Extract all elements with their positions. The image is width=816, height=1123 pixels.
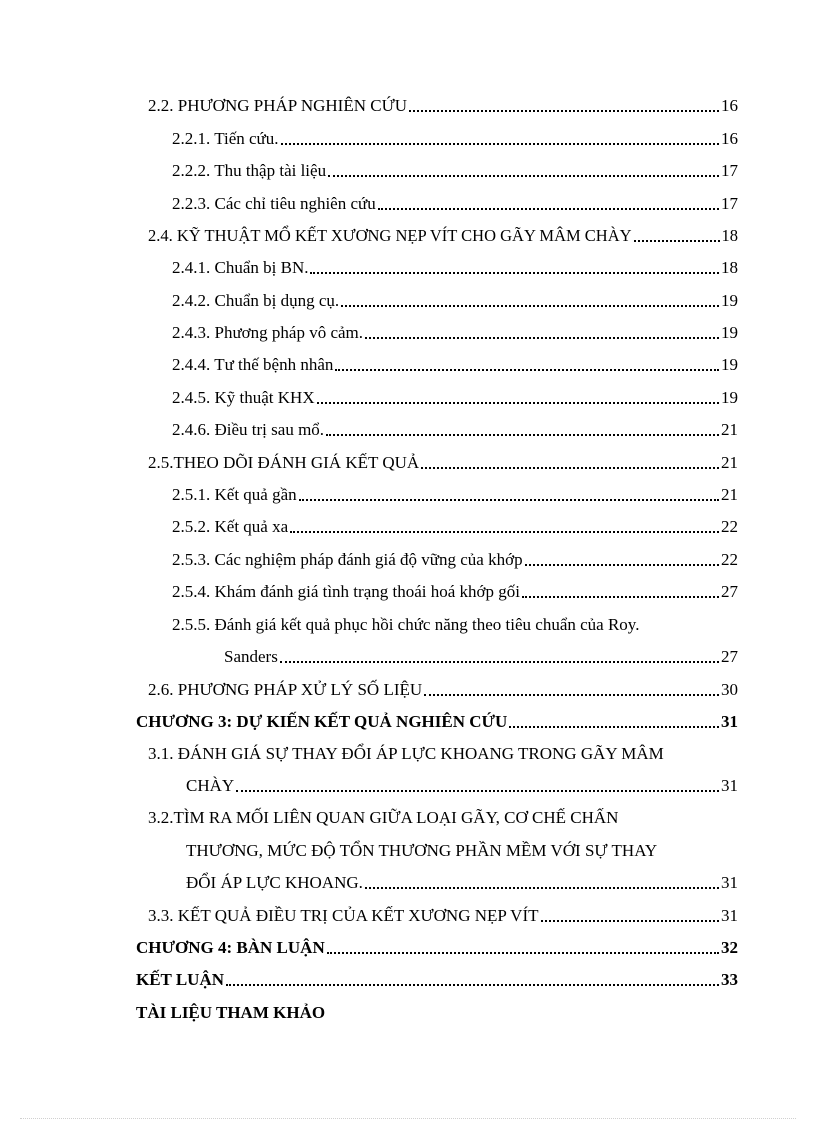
- toc-entry-2-4-3[interactable]: [172, 323, 738, 343]
- toc-entry-2-4-5[interactable]: [172, 388, 738, 408]
- toc-page-number: 27: [721, 582, 738, 601]
- toc-entry-chapter-4[interactable]: [136, 938, 738, 958]
- toc-page-number: 32: [721, 938, 738, 957]
- toc-entry-label: Sanders: [224, 647, 278, 666]
- toc-page-number: 16: [721, 96, 738, 115]
- dot-leader: [280, 661, 719, 663]
- toc-entry-2-4-6[interactable]: [172, 420, 738, 440]
- dot-leader: [634, 240, 720, 242]
- toc-entry-3-1[interactable]: [186, 776, 738, 796]
- toc-entry-label: 2.5.2. Kết quả xa: [172, 517, 289, 536]
- dot-leader: [317, 402, 719, 404]
- toc-page-number: 21: [721, 485, 738, 504]
- toc-entry-label: 2.2.3. Các chỉ tiêu nghiên cứu: [172, 194, 376, 213]
- toc-page-number: 22: [721, 550, 738, 569]
- toc-entry-label: 3.3. KẾT QUẢ ĐIỀU TRỊ CỦA KẾT XƯƠNG NẸP VÍT: [148, 906, 539, 925]
- toc-entry-2-4[interactable]: [148, 226, 738, 246]
- toc-entry-2-4-4[interactable]: [172, 355, 738, 375]
- dot-leader: [424, 694, 719, 696]
- toc-entry-2-4-1[interactable]: [172, 258, 738, 278]
- dot-leader: [226, 984, 719, 986]
- dot-leader: [378, 208, 719, 210]
- dot-leader: [236, 790, 719, 792]
- toc-entry-label: CHƯƠNG 4: BÀN LUẬN: [136, 938, 325, 957]
- toc-page-number: 31: [721, 906, 738, 925]
- toc-page-number: 33: [721, 970, 738, 989]
- toc-page-number: 21: [721, 453, 738, 472]
- dot-leader: [541, 920, 720, 922]
- toc-entry-label: 2.4.1. Chuẩn bị BN.: [172, 258, 309, 277]
- toc-entry-references[interactable]: TÀI LIỆU THAM KHẢO: [136, 1003, 326, 1022]
- toc-page-number: 21: [721, 420, 738, 439]
- toc-entry-label: 2.2.2. Thu thập tài liệu: [172, 161, 327, 180]
- toc-page-number: 31: [721, 873, 738, 892]
- toc-entry-2-5-1[interactable]: [172, 485, 738, 505]
- toc-entry-label: 2.5.3. Các nghiệm pháp đánh giá độ vững của khớp: [172, 550, 523, 569]
- dot-leader: [281, 143, 719, 145]
- toc-page-number: 17: [721, 194, 738, 213]
- dot-leader: [335, 369, 719, 371]
- dot-leader: [365, 887, 719, 889]
- toc-entry-3-2-line2[interactable]: THƯƠNG, MỨC ĐỘ TỔN THƯƠNG PHẦN MỀM VỚI SỰ THAY: [186, 841, 658, 860]
- dot-leader: [341, 305, 719, 307]
- toc-entry-label: 2.5.THEO DÕI ĐÁNH GIÁ KẾT QUẢ: [148, 453, 420, 472]
- toc-page-number: 31: [721, 776, 738, 795]
- dot-leader: [326, 434, 719, 436]
- toc-entry-label: 2.4.2. Chuẩn bị dụng cụ.: [172, 291, 340, 310]
- dot-leader: [310, 272, 719, 274]
- toc-entry-label: 2.5.4. Khám đánh giá tình trạng thoái hoá khớp gối: [172, 582, 520, 601]
- toc-entry-label: 2.4.5. Kỹ thuật KHX: [172, 388, 315, 407]
- toc-page-number: 22: [721, 517, 738, 536]
- toc-entry-chapter-3[interactable]: [136, 712, 738, 732]
- toc-entry-2-2-2[interactable]: [172, 161, 738, 181]
- dot-leader: [522, 596, 719, 598]
- toc-page-number: 19: [721, 388, 738, 407]
- dot-leader: [290, 531, 719, 533]
- toc-entry-conclusion[interactable]: [136, 970, 738, 990]
- toc-page-number: 16: [721, 129, 738, 148]
- toc-page-number: 19: [721, 323, 738, 342]
- toc-entry-3-3[interactable]: [148, 906, 738, 926]
- toc-entry-label: CHƯƠNG 3: DỰ KIẾN KẾT QUẢ NGHIÊN CỨU: [136, 712, 508, 731]
- toc-entry-label: ĐỔI ÁP LỰC KHOANG.: [186, 873, 363, 892]
- toc-page-number: 18: [721, 226, 738, 245]
- toc-page-number: 31: [721, 712, 738, 731]
- toc-entry-2-5-3[interactable]: [172, 550, 738, 570]
- dot-leader: [409, 110, 719, 112]
- page-bottom-rule: [20, 1118, 796, 1119]
- dot-leader: [328, 175, 719, 177]
- toc-entry-2-2-3[interactable]: [172, 194, 738, 214]
- dot-leader: [421, 467, 719, 469]
- toc-entry-label: CHÀY: [186, 776, 235, 795]
- toc-page-number: 17: [721, 161, 738, 180]
- toc-entry-label: 2.5.1. Kết quả gần: [172, 485, 297, 504]
- toc-entry-2-5-5-line1[interactable]: 2.5.5. Đánh giá kết quả phục hồi chức năng theo tiêu chuẩn của Roy.: [172, 615, 640, 634]
- toc-entry-label: 2.4.3. Phương pháp vô cảm.: [172, 323, 364, 342]
- toc-page-number: 19: [721, 355, 738, 374]
- dot-leader: [299, 499, 719, 501]
- toc-entry-label: 2.4.6. Điều trị sau mổ.: [172, 420, 325, 439]
- toc-entry-label: 2.2.1. Tiến cứu.: [172, 129, 279, 148]
- toc-entry-label: 2.6. PHƯƠNG PHÁP XỬ LÝ SỐ LIỆU: [148, 680, 423, 699]
- dot-leader: [327, 952, 719, 954]
- toc-entry-label: 2.2. PHƯƠNG PHÁP NGHIÊN CỨU: [148, 96, 408, 115]
- toc-entry-label: 2.4.4. Tư thế bệnh nhân: [172, 355, 334, 374]
- toc-page-number: 27: [721, 647, 738, 666]
- toc-entry-2-5-2[interactable]: [172, 517, 738, 537]
- toc-entry-2-4-2[interactable]: [172, 291, 738, 311]
- toc-entry-2-5[interactable]: [148, 453, 738, 473]
- toc-entry-3-1-line1[interactable]: 3.1. ĐÁNH GIÁ SỰ THAY ĐỔI ÁP LỰC KHOANG TRONG GÃY MÂM: [148, 744, 664, 763]
- dot-leader: [509, 726, 719, 728]
- toc-entry-label: 2.4. KỸ THUẬT MỔ KẾT XƯƠNG NẸP VÍT CHO GÃY MÂM CHÀY: [148, 226, 632, 245]
- toc-entry-3-2-line1[interactable]: 3.2.TÌM RA MỐI LIÊN QUAN GIỮA LOẠI GÃY, CƠ CHẾ CHẤN: [148, 808, 619, 827]
- dot-leader: [365, 337, 719, 339]
- toc-entry-3-2[interactable]: [186, 873, 738, 893]
- dot-leader: [525, 564, 719, 566]
- toc-entry-2-5-5[interactable]: [224, 647, 738, 667]
- toc-page-number: 30: [721, 680, 738, 699]
- toc-entry-2-2-1[interactable]: [172, 129, 738, 149]
- toc-page-number: 18: [721, 258, 738, 277]
- toc-page-number: 19: [721, 291, 738, 310]
- toc-entry-label: KẾT LUẬN: [136, 970, 225, 989]
- toc-entry-2-2[interactable]: [148, 96, 738, 116]
- toc-entry-2-6[interactable]: [148, 680, 738, 700]
- toc-entry-2-5-4[interactable]: [172, 582, 738, 602]
